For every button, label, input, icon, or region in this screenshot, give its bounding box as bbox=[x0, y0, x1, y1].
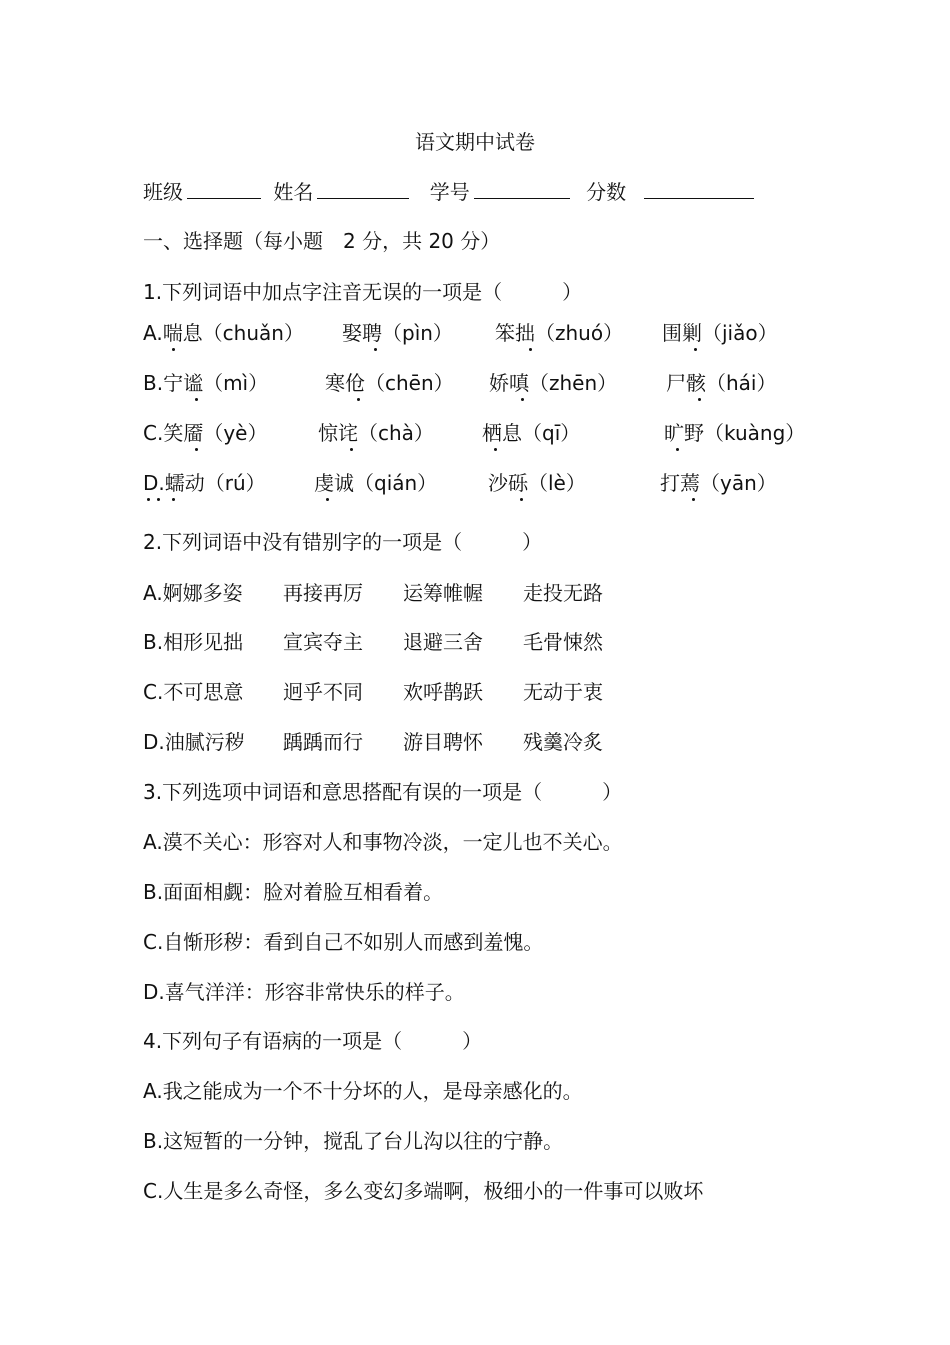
q4-option-b: B.这短暂的一分钟，搅乱了台儿沟以往的宁静。 bbox=[143, 1129, 564, 1153]
page-title: 语文期中试卷 bbox=[415, 130, 535, 154]
q3-option-c: C.自惭形秽：看到自己不如别人而感到羞愧。 bbox=[143, 930, 544, 954]
q1-option-b-word: 娇嗔（zhēn） bbox=[489, 371, 618, 395]
emphasis-dot bbox=[172, 498, 175, 501]
q2-option-a-word: 再接再厉 bbox=[283, 581, 363, 605]
q1-option-d: D.蠕动（rú） bbox=[143, 471, 266, 495]
emphasis-dot bbox=[195, 448, 198, 451]
q1-option-c-word: 旷野（kuàng） bbox=[664, 421, 806, 445]
q2-option-b-word: 毛骨悚然 bbox=[523, 630, 603, 654]
q3-option-d: D.喜气洋洋：形容非常快乐的样子。 bbox=[143, 980, 465, 1004]
q2-option-b-word: 宣宾夺主 bbox=[283, 630, 363, 654]
question-1-stem: 1.下列词语中加点字注音无误的一项是（ ） bbox=[143, 280, 583, 304]
emphasis-dot bbox=[694, 348, 697, 351]
q2-option-a-word: 运筹帷幄 bbox=[403, 581, 483, 605]
emphasis-dot bbox=[529, 348, 532, 351]
score-blank[interactable] bbox=[644, 178, 754, 199]
q1-option-c: C.笑靥（yè） bbox=[143, 421, 268, 445]
q2-option-d: D.油腻污秽 bbox=[143, 730, 245, 754]
emphasis-dot bbox=[357, 398, 360, 401]
q1-option-a-word: 笨拙（zhuó） bbox=[495, 321, 624, 345]
q2-option-d-word: 踽踽而行 bbox=[283, 730, 363, 754]
q1-option-b-word: 寒伧（chēn） bbox=[325, 371, 454, 395]
q2-option-c-word: 欢呼鹊跃 bbox=[403, 680, 483, 704]
name-blank[interactable] bbox=[317, 178, 409, 199]
emphasis-dot bbox=[676, 448, 679, 451]
q2-option-c-word: 无动于衷 bbox=[523, 680, 603, 704]
emphasis-dot bbox=[520, 498, 523, 501]
q1-option-d-word: 打蔫（yān） bbox=[660, 471, 777, 495]
question-3-stem: 3.下列选项中词语和意思搭配有误的一项是（ ） bbox=[143, 780, 623, 804]
question-4-stem: 4.下列句子有语病的一项是（ ） bbox=[143, 1029, 483, 1053]
emphasis-dot bbox=[195, 398, 198, 401]
class-label: 班级 bbox=[143, 180, 183, 204]
class-blank[interactable] bbox=[187, 178, 261, 199]
q1-option-a: A.喘息（chuǎn） bbox=[143, 321, 304, 345]
emphasis-dot bbox=[494, 448, 497, 451]
question-2-stem: 2.下列词语中没有错别字的一项是（ ） bbox=[143, 530, 543, 554]
q1-option-d-word: 虔诚（qián） bbox=[314, 471, 438, 495]
q2-option-b-word: 退避三舍 bbox=[403, 630, 483, 654]
section-heading: 一、选择题（每小题 2 分，共 20 分） bbox=[143, 229, 501, 253]
q1-option-b: B.宁谧（mì） bbox=[143, 371, 269, 395]
number-blank[interactable] bbox=[474, 178, 570, 199]
q1-option-d-word: 沙砾（lè） bbox=[488, 471, 586, 495]
number-label: 学号 bbox=[429, 180, 470, 204]
emphasis-dot bbox=[147, 498, 150, 501]
q1-option-a-word: 娶聘（pìn） bbox=[342, 321, 453, 345]
q4-option-a: A.我之能成为一个不十分坏的人，是母亲感化的。 bbox=[143, 1079, 583, 1103]
q1-option-a-word: 围剿（jiǎo） bbox=[662, 321, 778, 345]
emphasis-dot bbox=[692, 498, 695, 501]
q3-option-b: B.面面相觑：脸对着脸互相看着。 bbox=[143, 880, 444, 904]
emphasis-dot bbox=[157, 498, 160, 501]
name-label: 姓名 bbox=[273, 180, 314, 204]
emphasis-dot bbox=[698, 398, 701, 401]
q1-option-c-word: 惊诧（chà） bbox=[318, 421, 434, 445]
q2-option-b: B.相形见拙 bbox=[143, 630, 244, 654]
emphasis-dot bbox=[326, 498, 329, 501]
emphasis-dot bbox=[350, 448, 353, 451]
emphasis-dot bbox=[374, 348, 377, 351]
q1-option-b-word: 尸骸（hái） bbox=[666, 371, 777, 395]
q2-option-c-word: 迥乎不同 bbox=[283, 680, 363, 704]
emphasis-dot bbox=[521, 398, 524, 401]
score-label: 分数 bbox=[586, 180, 627, 204]
q4-option-c: C.人生是多么奇怪，多么变幻多端啊，极细小的一件事可以败坏 bbox=[143, 1179, 704, 1203]
q2-option-a: A.婀娜多姿 bbox=[143, 581, 243, 605]
q3-option-a: A.漠不关心：形容对人和事物冷淡，一定儿也不关心。 bbox=[143, 830, 623, 854]
student-info-line bbox=[143, 178, 754, 205]
q2-option-c: C.不可思意 bbox=[143, 680, 244, 704]
q2-option-d-word: 游目聘怀 bbox=[403, 730, 483, 754]
q1-option-c-word: 栖息（qī） bbox=[482, 421, 581, 445]
q2-option-a-word: 走投无路 bbox=[523, 581, 603, 605]
emphasis-dot bbox=[172, 348, 175, 351]
q2-option-d-word: 残羹冷炙 bbox=[523, 730, 603, 754]
